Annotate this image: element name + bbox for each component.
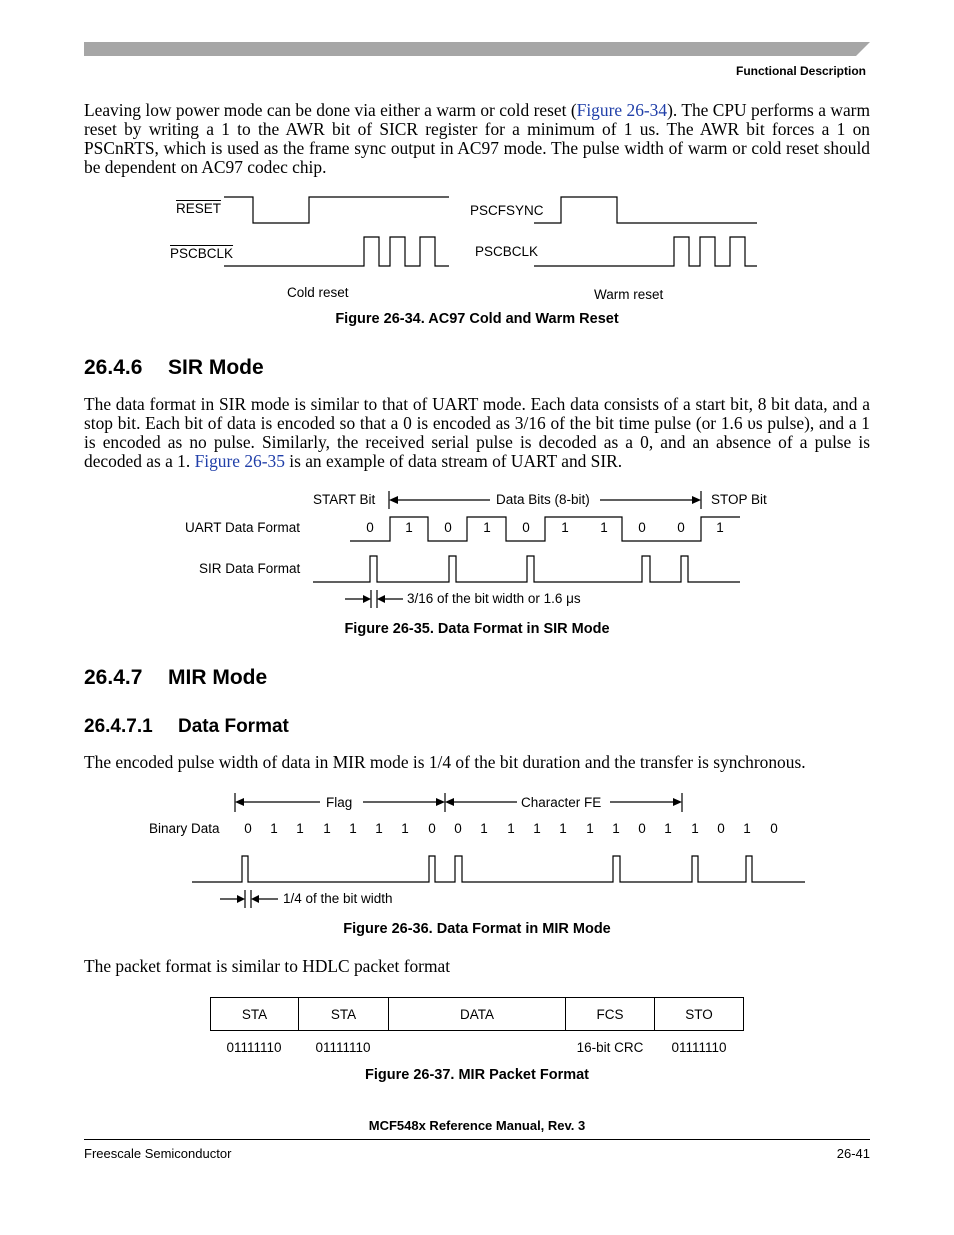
character-fe-label: Character FE [521, 795, 602, 810]
mir-bit: 1 [586, 821, 594, 836]
flag-label: Flag [326, 795, 353, 810]
footer-rule [84, 1139, 870, 1140]
mir-bit: 1 [507, 821, 515, 836]
mir-bit: 0 [244, 821, 252, 836]
mir-bit: 0 [770, 821, 778, 836]
mir-bit: 1 [612, 821, 620, 836]
mir-bit: 1 [401, 821, 409, 836]
mir-bit: 0 [638, 821, 646, 836]
packet-value-sta: 01111110 [226, 1040, 282, 1055]
packet-value-sto: 01111110 [671, 1040, 727, 1055]
uart-bit: 0 [366, 520, 374, 535]
warm-reset-label: Warm reset [594, 287, 664, 302]
uart-bit: 1 [405, 520, 413, 535]
packet-paragraph: The packet format is similar to HDLC packet format [84, 956, 451, 976]
packet-value-sta: 01111110 [315, 1040, 371, 1055]
figure-26-35-caption: Figure 26-35. Data Format in SIR Mode [344, 621, 610, 637]
mir-bit: 1 [323, 821, 331, 836]
mir-bit: 1 [533, 821, 541, 836]
pscbclk-left-label: PSCBCLK [170, 246, 234, 261]
packet-field-sto: STO [654, 997, 744, 1031]
company-name: Freescale Semiconductor [84, 1146, 232, 1161]
uart-bit: 1 [716, 520, 724, 535]
figure-26-34-link[interactable]: Figure 26-34 [576, 100, 668, 120]
section-heading-mir: 26.4.7 MIR Mode [84, 666, 268, 689]
page-number: 26-41 [836, 1146, 870, 1161]
mir-bit: 1 [743, 821, 751, 836]
mir-width-note: 1/4 of the bit width [283, 891, 393, 906]
uart-bit: 0 [522, 520, 530, 535]
uart-bit: 0 [677, 520, 685, 535]
mir-bit: 0 [717, 821, 725, 836]
binary-data-label: Binary Data [149, 821, 220, 836]
sir-width-note: 3/16 of the bit width or 1.6 μs [407, 591, 581, 606]
data-bits-label: Data Bits (8-bit) [496, 492, 590, 507]
mir-bit: 1 [270, 821, 278, 836]
sir-format-label: SIR Data Format [199, 561, 301, 576]
mir-bit: 1 [349, 821, 357, 836]
mir-bit: 0 [428, 821, 436, 836]
figure-26-37-caption: Figure 26-37. MIR Packet Format [364, 1067, 589, 1083]
pscfsync-label: PSCFSYNC [470, 203, 544, 218]
packet-field-sta: STA [298, 997, 389, 1031]
uart-bit: 1 [561, 520, 569, 535]
reset-signal-label: RESET [176, 201, 222, 216]
mir-bit: 1 [559, 821, 567, 836]
cold-reset-label: Cold reset [287, 285, 349, 300]
figure-26-36-caption: Figure 26-36. Data Format in MIR Mode [343, 921, 611, 937]
stop-bit-label: STOP Bit [711, 492, 767, 507]
packet-field-fcs: FCS [565, 997, 655, 1031]
start-bit-label: START Bit [313, 492, 376, 507]
figure-26-34-caption: Figure 26-34. AC97 Cold and Warm Reset [335, 311, 619, 327]
mir-bit: 1 [691, 821, 699, 836]
pscbclk-right-label: PSCBCLK [475, 244, 539, 259]
uart-bit: 0 [638, 520, 646, 535]
sir-paragraph: The data format in SIR mode is similar to that of UART mode. Each data consists of a start bit, 8 bit data, and a stop bit. Each bit of data is encoded so that a 0 is encoded as 3/16 of the bit time pulse (or 1.6 υs pulse), and a 1 is encoded as no pulse. Similarly, the received serial pulse is decoded as a 0, and an absence of a pulse is decoded as a 1. Figure 26-35 is an example of data stream of UART and SIR. [84, 394, 870, 471]
mir-bit: 1 [296, 821, 304, 836]
packet-value-fcs: 16-bit CRC [576, 1040, 644, 1055]
section-heading-sir: 26.4.6 SIR Mode [84, 356, 264, 379]
section-heading-data-format: 26.4.7.1 Data Format [84, 716, 289, 737]
uart-format-label: UART Data Format [185, 520, 301, 535]
mir-bit: 1 [664, 821, 672, 836]
uart-bit: 1 [600, 520, 608, 535]
mir-bit: 0 [454, 821, 462, 836]
packet-field-sta: STA [210, 997, 299, 1031]
intro-paragraph: Leaving low power mode can be done via either a warm or cold reset (Figure 26-34). The CPU performs a warm reset by writing a 1 to the AWR bit of SICR register for a minimum of 1 us. The AWR bit forces a 1 on PSCnRTS, which is used as the frame sync output in AC97 mode. The pulse width of warm or cold reset should be dependent on AC97 codec chip. [84, 100, 870, 177]
running-header: Functional Description [735, 64, 866, 78]
figure-26-35-link[interactable]: Figure 26-35 [194, 451, 285, 471]
manual-title: MCF548x Reference Manual, Rev. 3 [368, 1118, 586, 1133]
mir-bit: 1 [480, 821, 488, 836]
mir-waveform [192, 856, 805, 882]
uart-bit: 0 [444, 520, 452, 535]
packet-field-data: DATA [388, 997, 566, 1031]
uart-bit: 1 [483, 520, 491, 535]
mir-bit: 1 [375, 821, 383, 836]
mir-paragraph: The encoded pulse width of data in MIR mode is 1/4 of the bit duration and the transfer is synchronous. [84, 752, 806, 772]
